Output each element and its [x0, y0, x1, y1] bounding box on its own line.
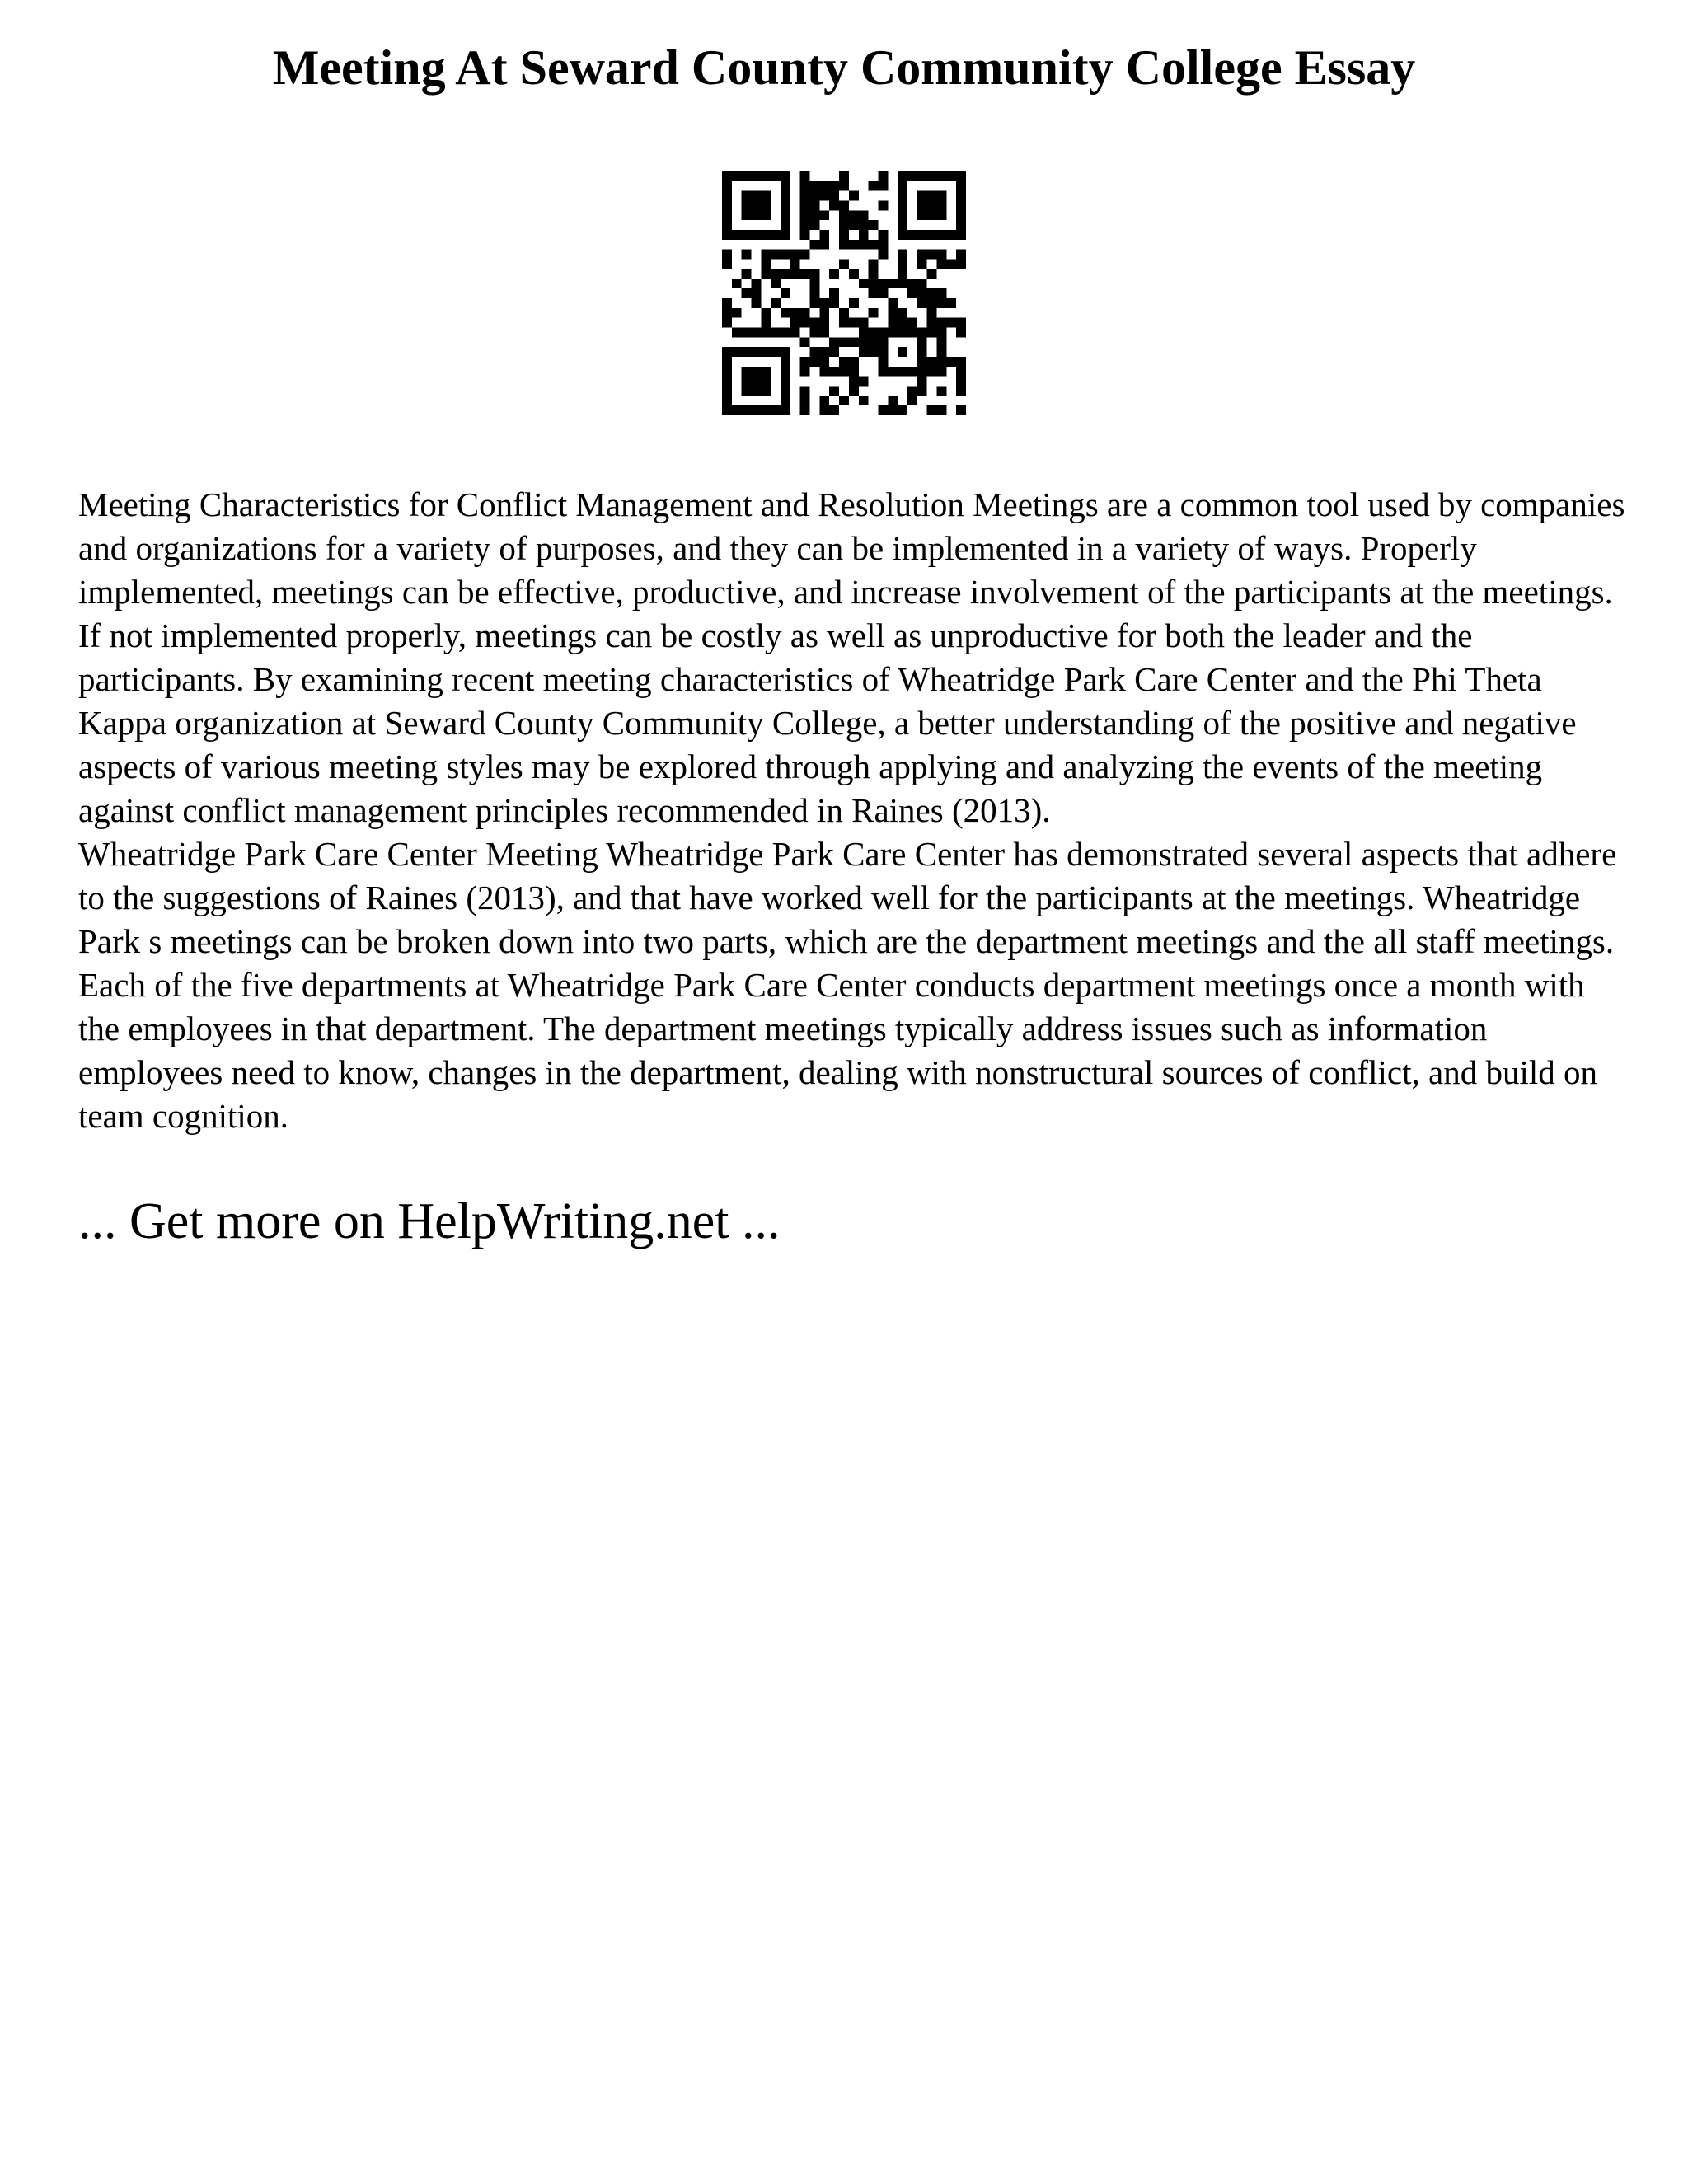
essay-body — [78, 483, 1628, 1138]
document-title: Meeting At Seward County Community College Essay — [272, 40, 1416, 95]
paragraph-1: Meeting Characteristics for Conflict Management and Resolution Meetings are a common tool used by companies and organizations for a variety of purposes, and they can be implemented in a variety of ways. Properly implemented, meetings can be effective, productive, and increase involvement of the participants at the meetings. If not implemented properly, meetings can be costly as well as unproductive for both the leader and the participants. By examining recent meeting characteristics of Wheatridge Park Care Center and the Phi Theta Kappa organization at Seward County Community College, a better understanding of the positive and negative aspects of various meeting styles may be explored through applying and analyzing the events of the meeting against conflict management principles recommended in Raines (2013). — [78, 485, 1625, 829]
qr-code-icon — [722, 171, 966, 415]
paragraph-2: Wheatridge Park Care Center Meeting Wheatridge Park Care Center has demonstrated several aspects that adhere to the suggestions of Raines (2013), and that have worked well for the participants at the meetings. Wheatridge Park s meetings can be broken down into two parts, which are the department meetings and the all staff meetings. Each of the five departments at Wheatridge Park Care Center conducts department meetings once a month with the employees in that department. The department meetings typically address issues such as information employees need to know, changes in the department, dealing with nonstructural sources of conflict, and build on team cognition. — [78, 835, 1617, 1135]
get-more-link[interactable]: ... Get more on HelpWriting.net ... — [78, 1193, 781, 1249]
